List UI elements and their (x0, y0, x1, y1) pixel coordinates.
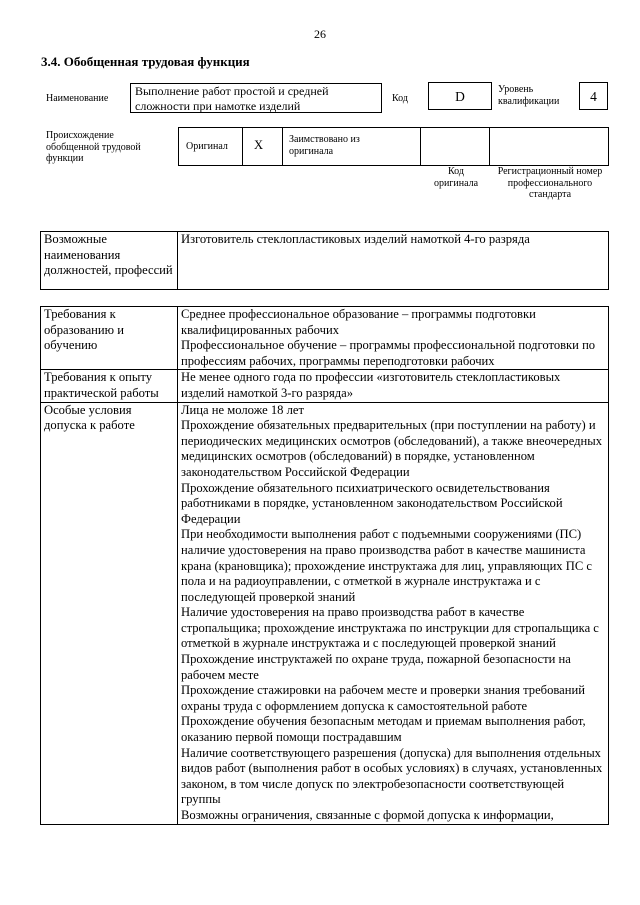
code-label: Код (392, 93, 408, 104)
divider (242, 127, 243, 166)
list-item: Прохождение обязательного психиатрического освидетельствования работниками в порядке, установленном законодательством Российской Федерации (181, 480, 563, 526)
list-item: Наличие удостоверения на право производства работ в качестве стропальщика; прохождение инструктажа по инструкции для стропальщика с отметкой в журнале инструктажа и с последующей проверкой знаний (181, 605, 599, 651)
table-row (41, 307, 609, 370)
origin-label: Происхождение обобщенной трудовой функции (46, 130, 141, 164)
table-row (41, 370, 609, 402)
divider (282, 127, 283, 166)
original-label: Оригинал (186, 141, 228, 152)
name-label: Наименование (46, 93, 109, 104)
positions-table (40, 231, 609, 290)
name-value: Выполнение работ простой и средней сложности при намотке изделий (130, 83, 382, 113)
list-item: Профессиональное обучение – программы профессиональной подготовки по профессиям рабочих, программы переподготовки рабочих (181, 338, 596, 368)
special-label: Особые условия допуска к работе (41, 402, 178, 824)
list-item: Прохождение обязательных предварительных (при поступлении на работу) и периодических медицинских осмотров (обследований), а также внеочередных медицинских осмотров (обследований) в порядке, установленном законодательством Российской Федерации (181, 418, 603, 479)
original-mark: X (254, 138, 264, 152)
section-title: 3.4. Обобщенная трудовая функция (41, 54, 250, 69)
divider (420, 127, 421, 166)
list-item: Прохождение инструктажей по охране труда, пожарной безопасности на рабочем месте (181, 652, 571, 682)
experience-label: Требования к опыту практической работы (41, 370, 178, 402)
table-row (41, 402, 609, 824)
requirements-table (40, 306, 609, 825)
page-number: 26 (314, 27, 326, 41)
level-value: 4 (579, 82, 608, 110)
list-item: Наличие соответствующего разрешения (допуска) для выполнения отдельных видов работ (выполнения работ в особых условиях) в случаях, установленных законом, в том числе допуск по электробезопасности соответствующей группы (181, 745, 603, 807)
borrowed-label: Заимствовано из оригинала (289, 134, 360, 157)
list-item: Прохождение стажировки на рабочем месте и проверки знания требований охраны труда с оформлением допуска к самостоятельной работе (181, 683, 585, 713)
positions-value: Изготовитель стеклопластиковых изделий намоткой 4-го разряда (178, 232, 609, 290)
divider (489, 127, 490, 166)
reg-number-label: Регистрационный номер профессионального стандарта (497, 166, 603, 200)
list-item: Не менее одного года по профессии «изготовитель стеклопластиковых изделий намоткой 3-го разряда» (181, 370, 561, 400)
experience-value (178, 370, 609, 402)
list-item: Возможны ограничения, связанные с формой допуска к информации, (181, 808, 554, 822)
education-value (178, 307, 609, 370)
special-value (178, 402, 609, 824)
positions-label: Возможные наименования должностей, профессий (41, 232, 178, 290)
level-label: Уровень квалификации (498, 84, 560, 107)
code-value: D (428, 82, 492, 110)
education-label: Требования к образованию и обучению (41, 307, 178, 370)
list-item: Лица не моложе 18 лет (181, 402, 304, 417)
list-item: При необходимости выполнения работ с подъемными сооружениями (ПС) наличие удостоверения на право производства работ в качестве машиниста крана (крановщика); прохождение инструктажа для лиц, управляющих ПС с пола и на радиоуправлении, с отметкой в журнале инструктажа и с последующей проверкой знаний (181, 527, 592, 604)
code-original-label: Код оригинала (433, 166, 479, 189)
list-item: Среднее профессиональное образование – программы подготовки квалифицированных рабочих (181, 307, 536, 337)
list-item: Прохождение обучения безопасным методам и приемам выполнения работ, оказанию первой помощи пострадавшим (181, 714, 586, 745)
